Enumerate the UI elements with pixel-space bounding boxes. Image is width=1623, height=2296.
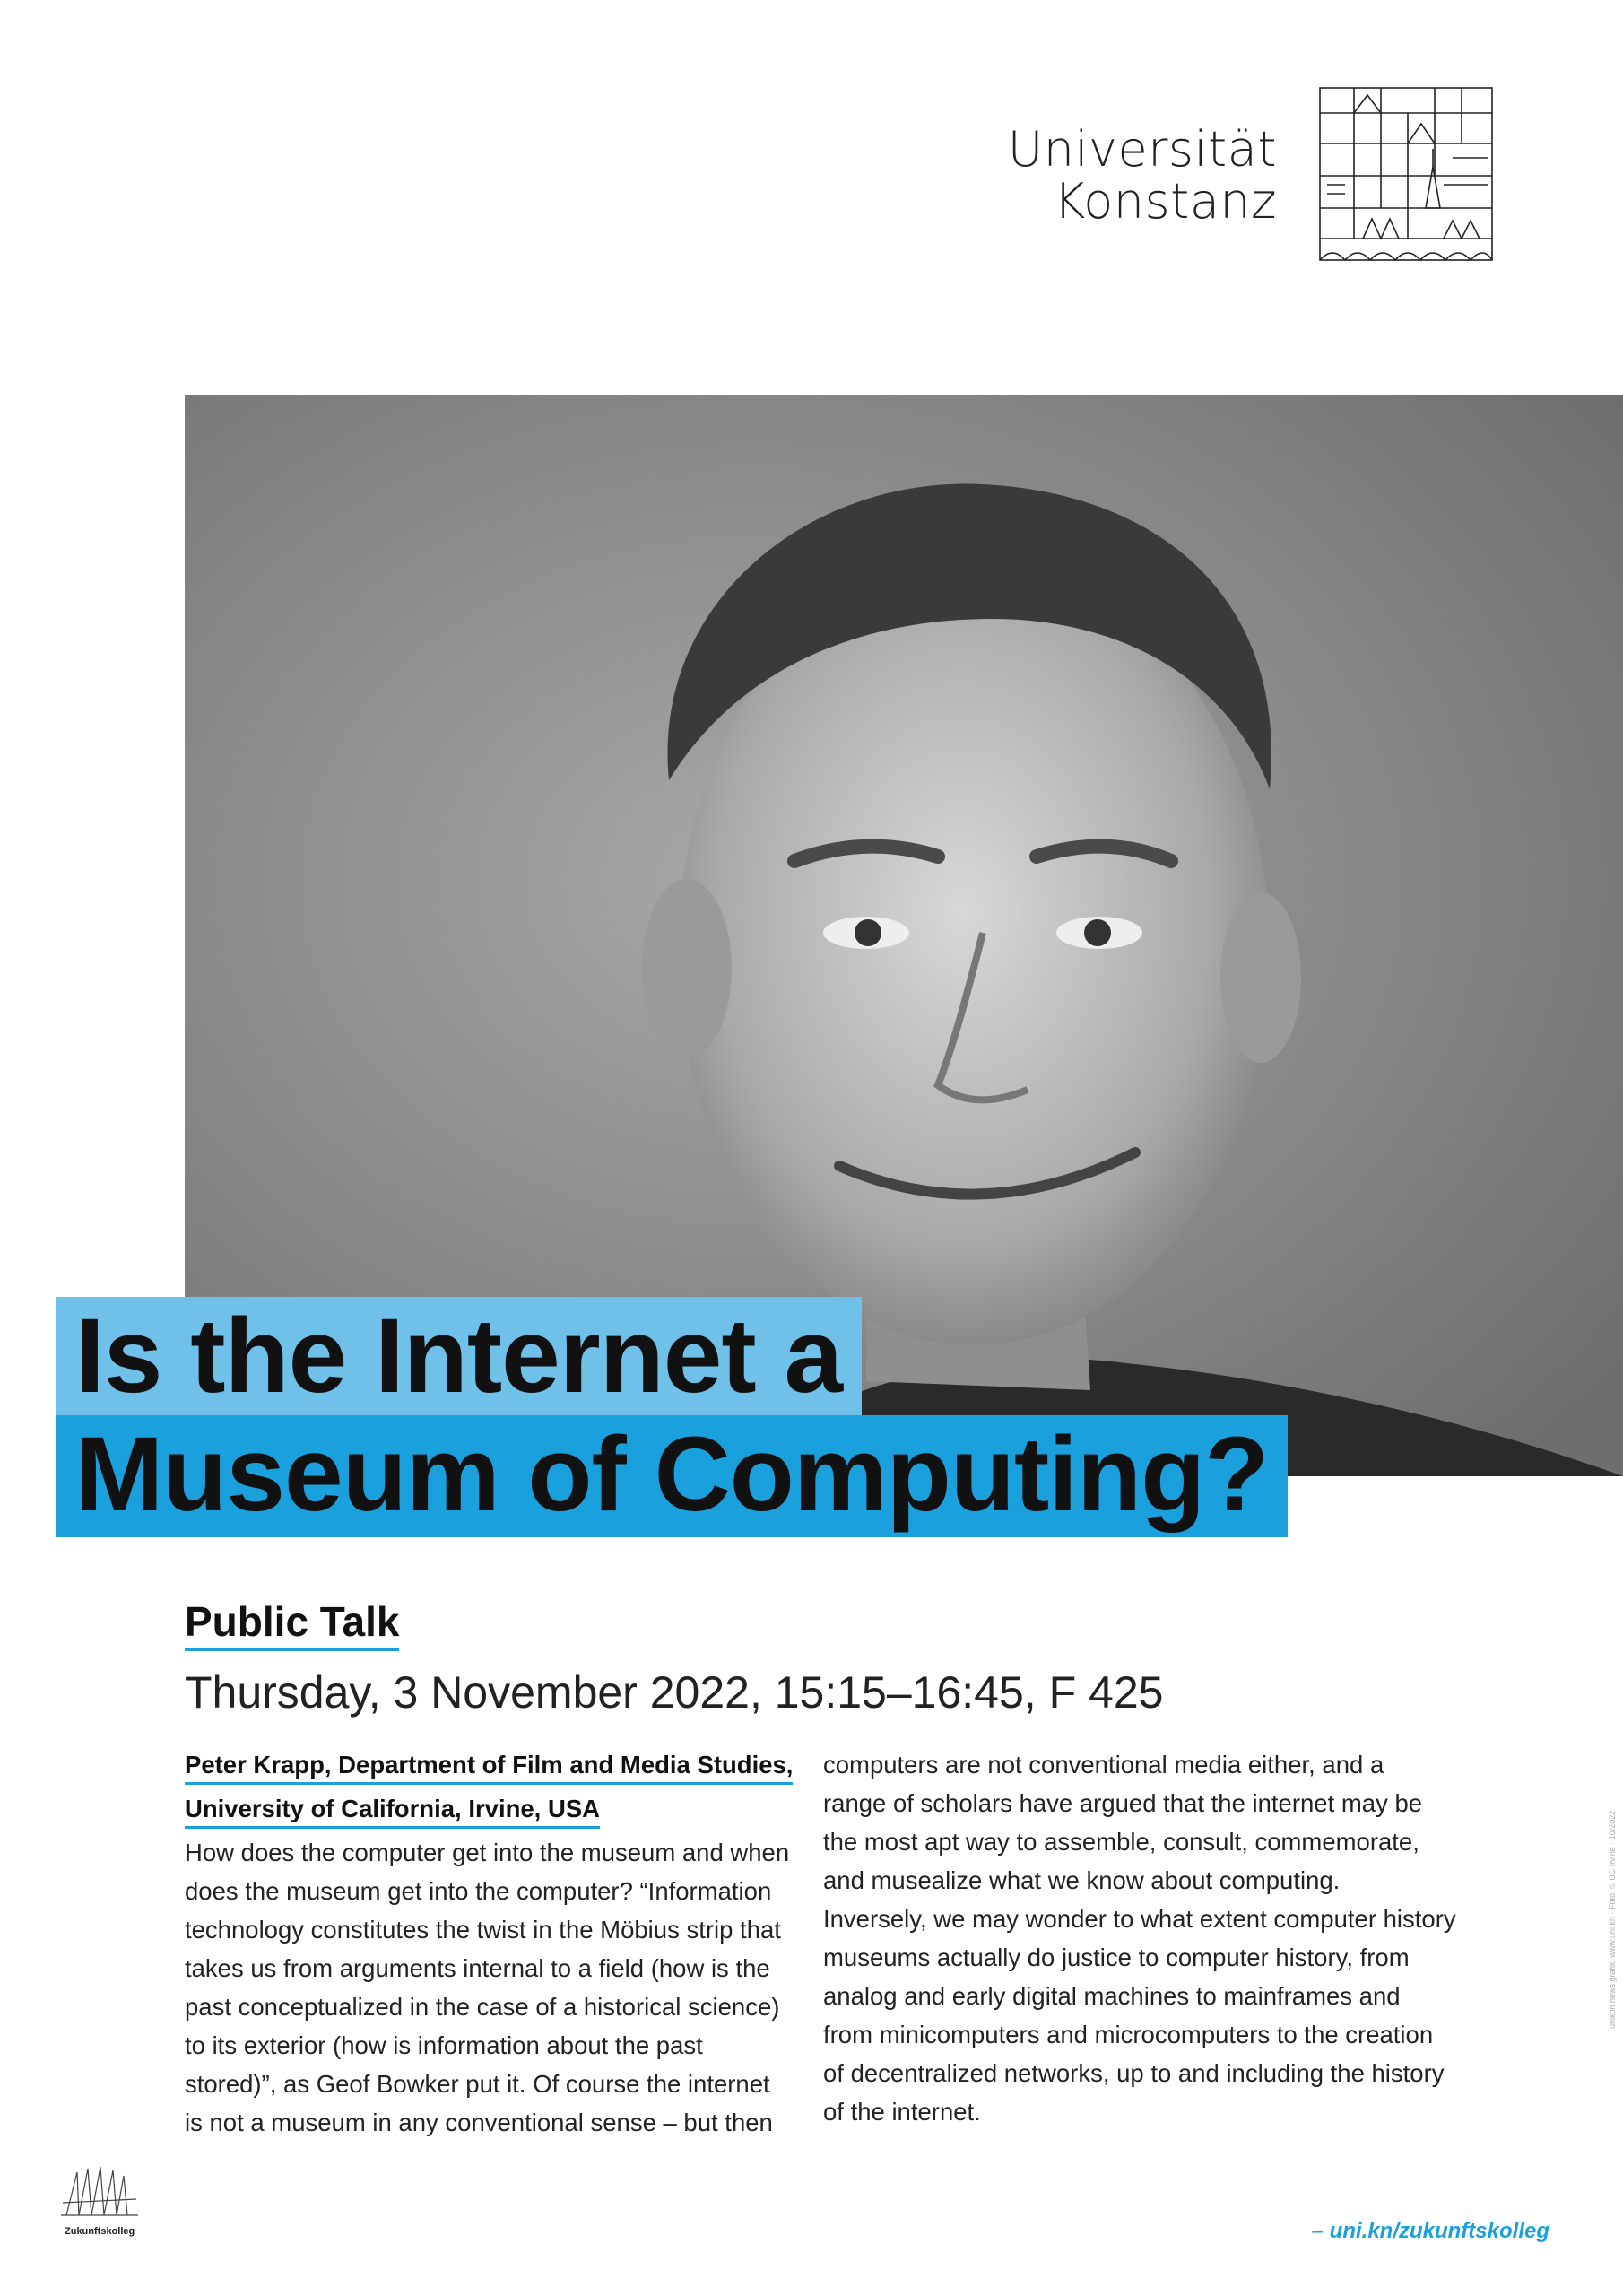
abstract-line: computers are not conventional media either, and a xyxy=(823,1751,1384,1779)
speaker-info xyxy=(185,1745,803,1833)
abstract-line: museums actually do justice to computer history, from xyxy=(823,1944,1410,1971)
abstract-line: range of scholars have argued that the internet may be xyxy=(823,1789,1423,1817)
abstract-line: Inversely, we may wonder to what extent computer history xyxy=(823,1905,1456,1933)
abstract-column-2 xyxy=(823,1745,1456,2131)
abstract-column-1 xyxy=(185,1745,803,2142)
talk-date-time-location: Thursday, 3 November 2022, 15:15–16:45, F 425 xyxy=(185,1667,1164,1718)
speaker-line-2: University of California, Irvine, USA xyxy=(185,1792,600,1829)
abstract-line: analog and early digital machines to mainframes and xyxy=(823,1982,1401,2010)
abstract-line: How does the computer get into the museum and when xyxy=(185,1839,790,1866)
side-credit-text: unikon news grafik, www.uni.kn · Foto: © UC Irvine · 10/2022 xyxy=(1608,1810,1617,2029)
abstract-line: stored)”, as Geof Bowker put it. Of course the internet xyxy=(185,2070,770,2098)
abstract-line: and musealize what we know about computing. xyxy=(823,1866,1341,1894)
abstract-line: the most apt way to assemble, consult, commemorate, xyxy=(823,1828,1419,1856)
abstract-line: past conceptualized in the case of a historical science) xyxy=(185,1993,780,2021)
logo-line-2: Konstanz xyxy=(1054,173,1277,230)
abstract-line: to its exterior (how is information about the past xyxy=(185,2031,703,2059)
university-crest-icon xyxy=(1318,86,1494,262)
footer-logo-label: Zukunftskolleg xyxy=(65,2226,135,2237)
talk-type-heading: Public Talk xyxy=(185,1596,399,1651)
abstract-line: of decentralized networks, up to and including the history xyxy=(823,2059,1445,2087)
talk-title-line-2: Museum of Computing? xyxy=(56,1415,1288,1537)
university-logo-text xyxy=(1007,121,1277,230)
logo-line-1: Universität xyxy=(1007,121,1277,178)
zukunftskolleg-link[interactable]: – uni.kn/zukunftskolleg xyxy=(1311,2219,1549,2243)
abstract-line: does the museum get into the computer? “Information xyxy=(185,1877,772,1905)
abstract-line: from minicomputers and microcomputers to the creation xyxy=(823,2021,1434,2048)
talk-title-line-1: Is the Internet a xyxy=(56,1297,862,1415)
speaker-line-1: Peter Krapp, Department of Film and Media Studies, xyxy=(185,1748,793,1785)
zukunftskolleg-logo-icon xyxy=(59,2163,140,2217)
abstract-line: technology constitutes the twist in the Möbius strip that xyxy=(185,1916,781,1944)
abstract-line: of the internet. xyxy=(823,2098,981,2126)
abstract-line: is not a museum in any conventional sense – but then xyxy=(185,2109,773,2136)
abstract-line: takes us from arguments internal to a field (how is the xyxy=(185,1954,770,1982)
